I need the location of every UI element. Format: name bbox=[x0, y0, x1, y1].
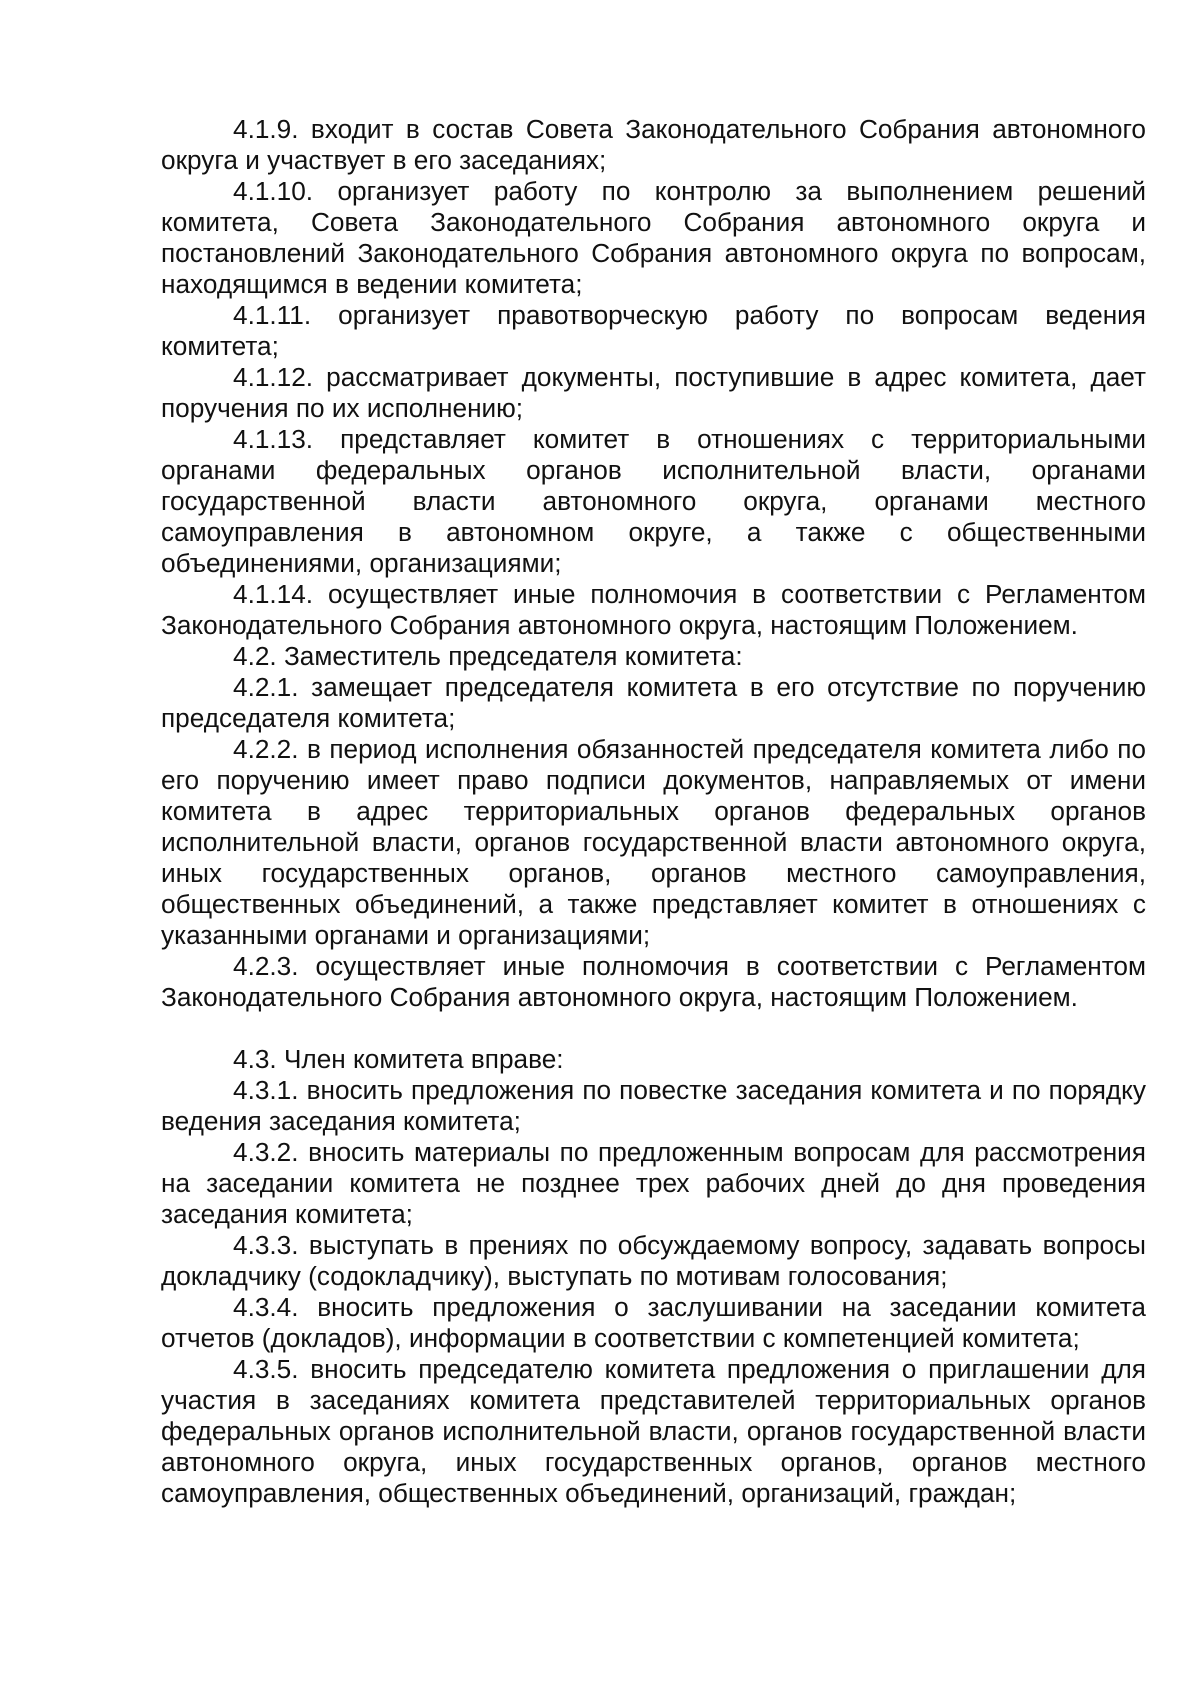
paragraph-number: 4.3.1. bbox=[233, 1075, 299, 1105]
section-heading-4-3 bbox=[161, 1044, 1146, 1075]
section-number: 4.3. bbox=[233, 1044, 277, 1074]
paragraph-text: осуществляет иные полномочия в соответствии с Регламентом Законодательного Собрания автономного округа, настоящим Положением. bbox=[161, 951, 1146, 1012]
paragraph-text: рассматривает документы, поступившие в адрес комитета, дает поручения по их исполнению; bbox=[161, 362, 1146, 423]
paragraph-number: 4.3.5. bbox=[233, 1354, 299, 1384]
section-title: Заместитель председателя комитета: bbox=[283, 641, 743, 671]
paragraph-4-1-11 bbox=[161, 300, 1146, 362]
paragraph-4-2-3 bbox=[161, 951, 1146, 1013]
paragraph-number: 4.1.11. bbox=[233, 300, 312, 330]
paragraph-number: 4.2.1. bbox=[233, 672, 299, 702]
paragraph-text: осуществляет иные полномочия в соответствии с Регламентом Законодательного Собрания автономного округа, настоящим Положением. bbox=[161, 579, 1147, 640]
paragraph-number: 4.3.3. bbox=[233, 1230, 299, 1260]
paragraph-text: вносить предложения о заслушивании на заседании комитета отчетов (докладов), информации в соответствии с компетенцией комитета; bbox=[161, 1292, 1147, 1353]
paragraph-text: входит в состав Совета Законодательного Собрания автономного округа и участвует в его заседаниях; bbox=[161, 114, 1146, 175]
paragraph-4-3-1 bbox=[161, 1075, 1146, 1137]
paragraph-4-1-10 bbox=[161, 176, 1146, 300]
paragraph-number: 4.2.3. bbox=[233, 951, 299, 981]
paragraph-text: организует правотворческую работу по вопросам ведения комитета; bbox=[161, 300, 1146, 361]
paragraph-text: выступать в прениях по обсуждаемому вопросу, задавать вопросы докладчику (содокладчику), выступать по мотивам голосования; bbox=[161, 1230, 1146, 1291]
paragraph-number: 4.1.12. bbox=[233, 362, 314, 392]
paragraph-4-1-12 bbox=[161, 362, 1146, 424]
paragraph-text: вносить материалы по предложенным вопросам для рассмотрения на заседании комитета не позднее трех рабочих дней до дня проведения заседания комитета; bbox=[161, 1137, 1146, 1229]
paragraph-4-3-2 bbox=[161, 1137, 1146, 1230]
paragraph-number: 4.3.4. bbox=[233, 1292, 299, 1322]
paragraph-text: представляет комитет в отношениях с территориальными органами федеральных органов исполнительной власти, органами государственной власти автономного округа, органами местного самоуправления в автономном округе, а также с общественными объединениями, организациями; bbox=[161, 424, 1146, 578]
paragraph-text: вносить предложения по повестке заседания комитета и по порядку ведения заседания комитета; bbox=[161, 1075, 1146, 1136]
paragraph-4-1-14 bbox=[161, 579, 1146, 641]
paragraph-4-3-4 bbox=[161, 1292, 1146, 1354]
paragraph-4-2-2 bbox=[161, 734, 1146, 951]
paragraph-4-3-3 bbox=[161, 1230, 1146, 1292]
paragraph-number: 4.1.14. bbox=[233, 579, 314, 609]
paragraph-4-1-9 bbox=[161, 114, 1146, 176]
paragraph-text: замещает председателя комитета в его отсутствие по поручению председателя комитета; bbox=[161, 672, 1146, 733]
paragraph-number: 4.1.9. bbox=[233, 114, 299, 144]
document-body bbox=[161, 114, 1146, 1509]
paragraph-number: 4.1.10. bbox=[233, 176, 314, 206]
paragraph-number: 4.3.2. bbox=[233, 1137, 299, 1167]
paragraph-text: организует работу по контролю за выполнением решений комитета, Совета Законодательного Собрания автономного округа и постановлений Законодательного Собрания автономного округа по вопросам, находящимся в ведении комитета; bbox=[161, 176, 1146, 299]
paragraph-text: в период исполнения обязанностей председателя комитета либо по его поручению имеет право подписи документов, направляемых от имени комитета в адрес территориальных органов федеральных органов исполнительной власти, органов государственной власти автономного округа, иных государственных органов, органов местного самоуправления, общественных объединений, а также представляет комитет в отношениях с указанными органами и организациями; bbox=[161, 734, 1146, 950]
paragraph-number: 4.1.13. bbox=[233, 424, 314, 454]
paragraph-4-3-5 bbox=[161, 1354, 1146, 1509]
section-number: 4.2. bbox=[233, 641, 277, 671]
paragraph-number: 4.2.2. bbox=[233, 734, 299, 764]
paragraph-4-1-13 bbox=[161, 424, 1146, 579]
section-title: Член комитета вправе: bbox=[283, 1044, 564, 1074]
section-heading-4-2 bbox=[161, 641, 1146, 672]
paragraph-text: вносить председателю комитета предложения о приглашении для участия в заседаниях комитета представителей территориальных органов федеральных органов исполнительной власти, органов государственной власти автономного округа, иных государственных органов, органов местного самоуправления, общественных объединений, организаций, граждан; bbox=[161, 1354, 1146, 1508]
paragraph-4-2-1 bbox=[161, 672, 1146, 734]
